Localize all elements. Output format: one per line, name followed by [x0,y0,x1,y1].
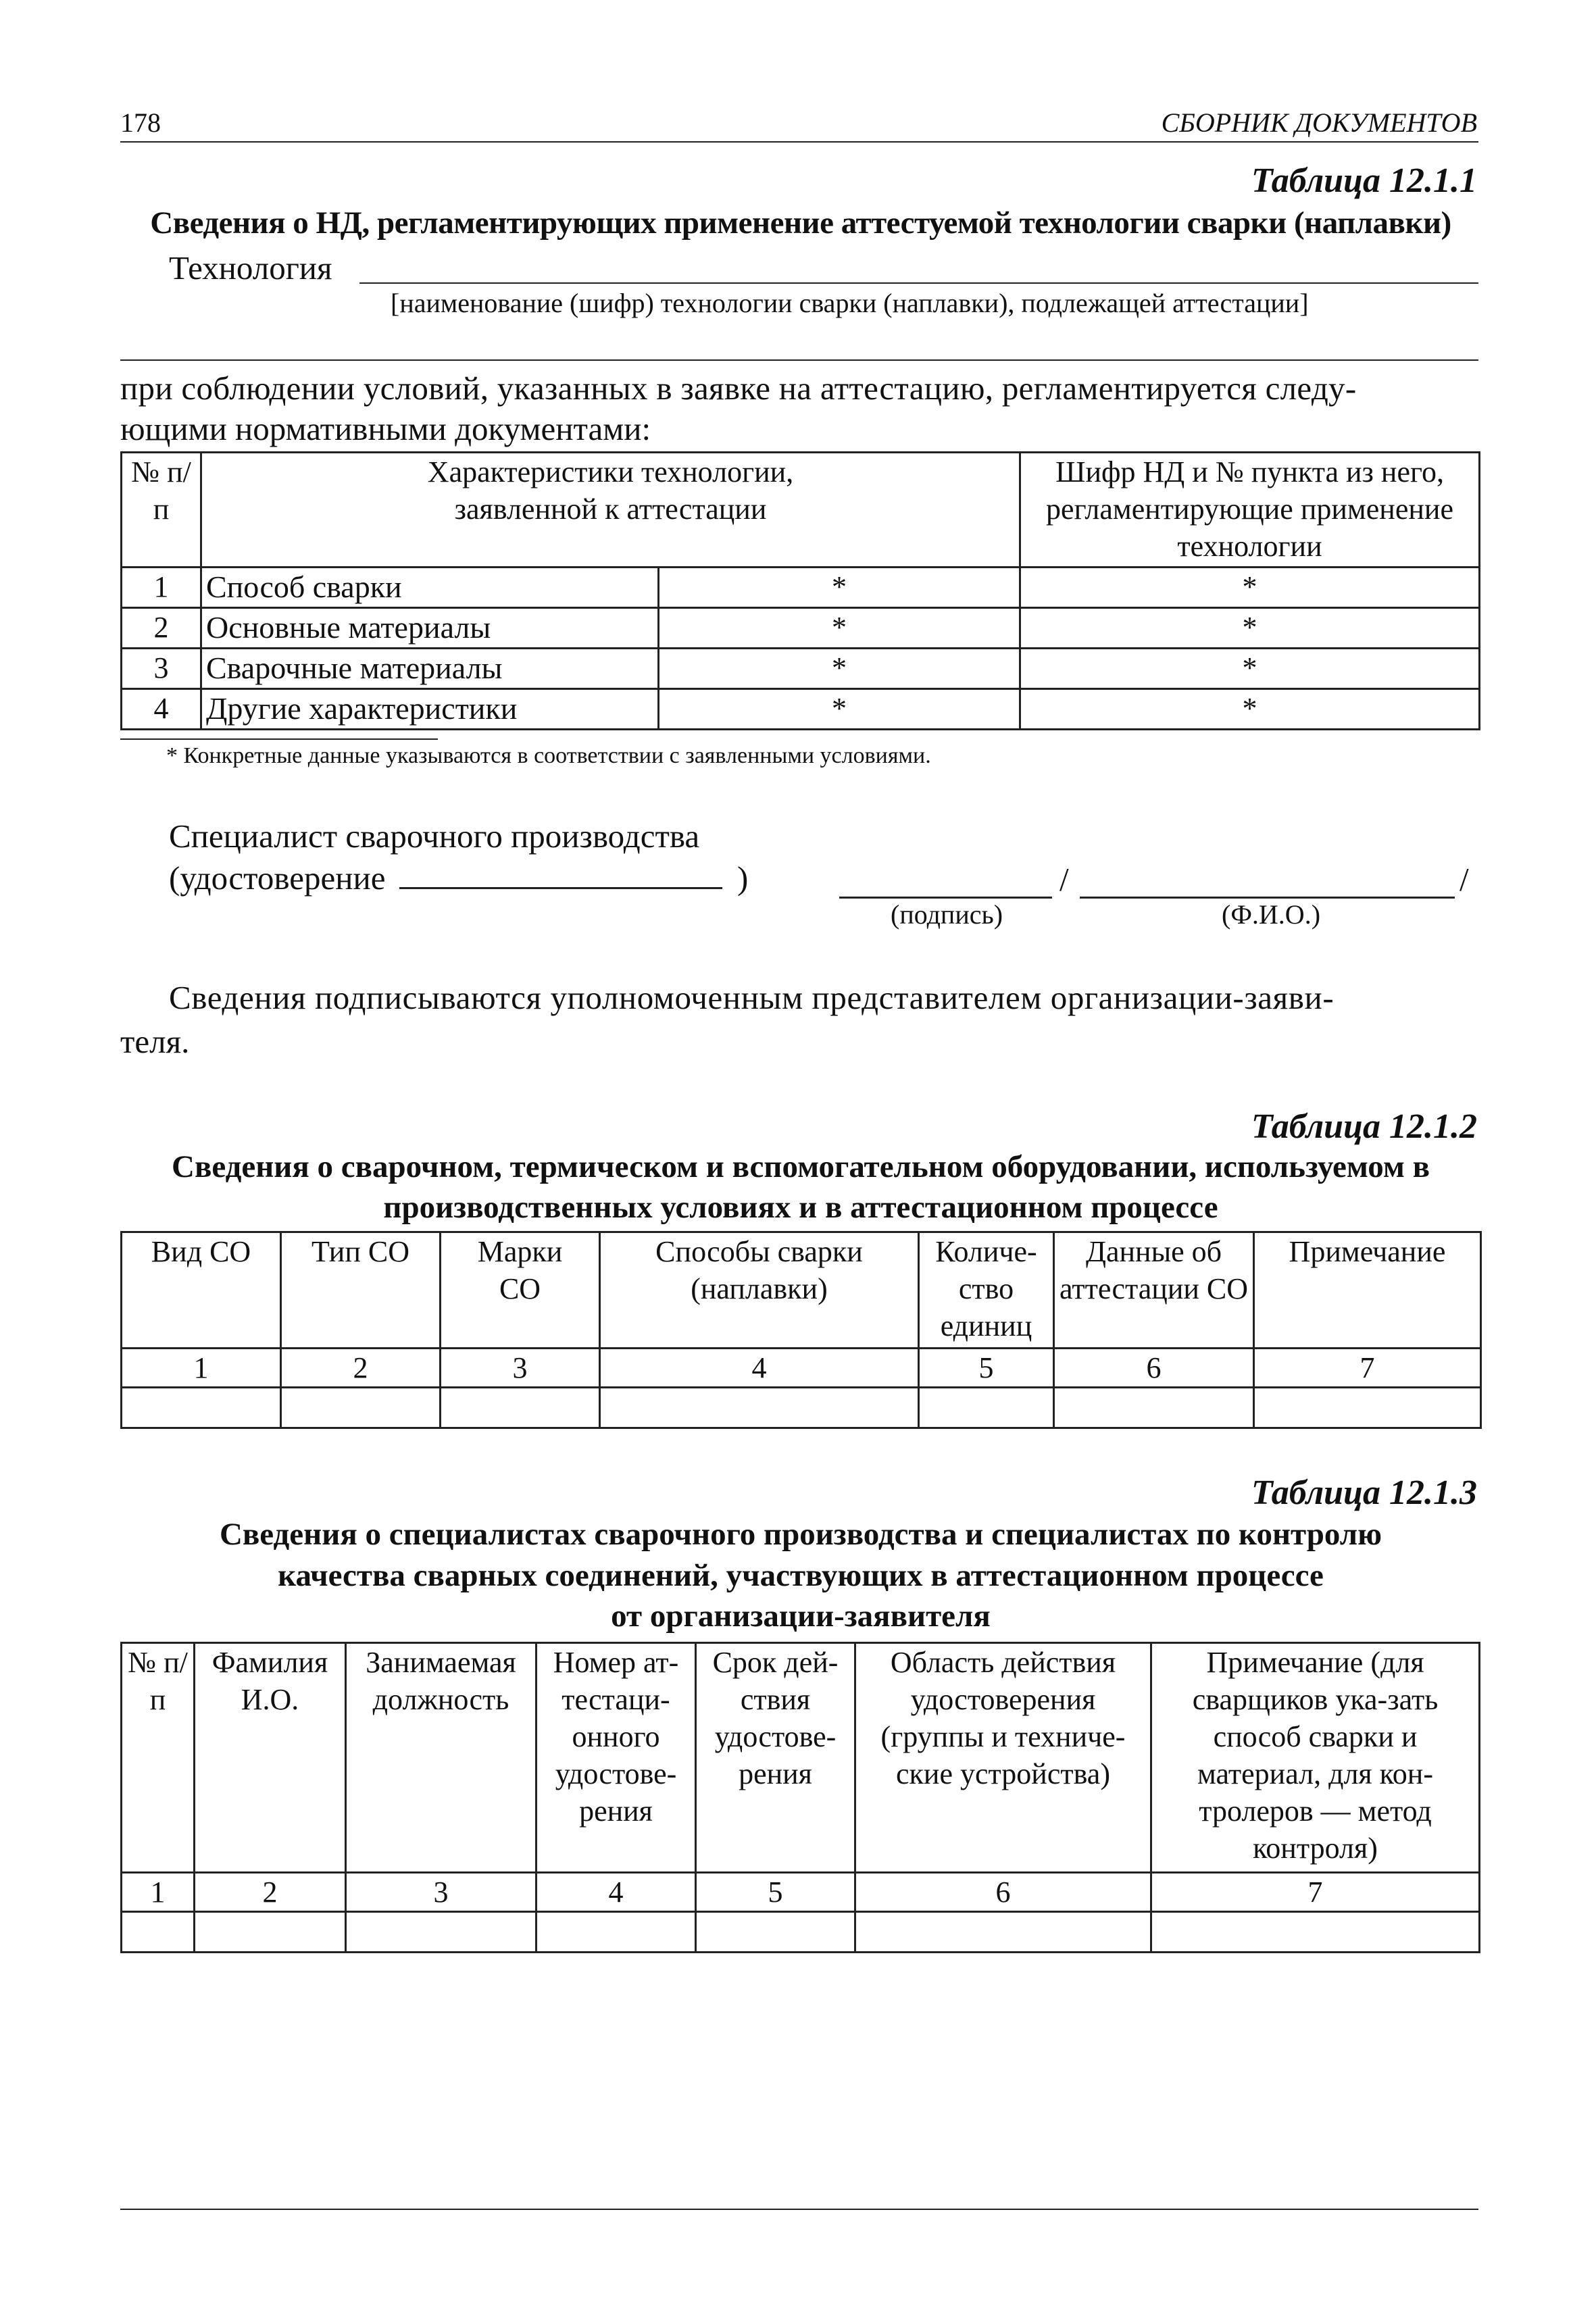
row-value: * [659,568,1020,608]
row-num: 1 [122,568,201,608]
specialists-table [120,1642,1480,1953]
row-name: Сварочные материалы [201,649,659,689]
column-number: 6 [855,1873,1151,1912]
certificate-line [169,857,748,899]
row-num: 2 [122,608,201,649]
table-title-1: Сведения о НД, регламентирующих применение аттестуемой технологии сварки (наплавки) [150,205,1451,241]
empty-cell [1054,1388,1254,1428]
column-number: 5 [919,1349,1054,1388]
row-nd: * [1020,568,1480,608]
empty-cell [195,1912,346,1953]
header-nd-code: Шифр НД и № пункта из него, регламентирующие применение технологии [1020,453,1480,568]
footer-rule [120,2209,1478,2210]
footnote-rule [120,738,438,740]
column-number: 5 [696,1873,855,1912]
header-equipment-kind: Вид СО [122,1232,281,1349]
empty-cell [122,1912,195,1953]
table-title-2-line-2: производственных условиях и в аттестационном процессе [383,1190,1218,1225]
header-attestation-data: Данные об аттестации СО [1054,1232,1254,1349]
header-position: Занимаемая должность [346,1643,537,1873]
header-rule [120,141,1478,143]
specialist-label: Специалист сварочного производства [169,818,700,855]
technology-line [359,282,1478,284]
column-number: 3 [441,1349,600,1388]
header-full-name: Фамилия И.О. [195,1643,346,1873]
header-num: № п/п [122,453,201,568]
row-num: 4 [122,689,201,730]
signing-note-line-2: теля. [120,1023,190,1060]
column-number: 7 [1151,1873,1480,1912]
technology-label: Технология [169,249,332,286]
table-title-3-line-2: качества сварных соединений, участвующих в аттестационном процессе [278,1558,1324,1593]
column-number: 1 [122,1349,281,1388]
empty-cell [537,1912,696,1953]
page-number: 178 [120,107,161,138]
empty-cell [122,1388,281,1428]
certificate-close: ) [737,859,749,897]
row-name: Способ сварки [201,568,659,608]
row-num: 3 [122,649,201,689]
column-number: 2 [281,1349,441,1388]
certificate-blank [399,887,722,889]
row-name: Основные материалы [201,608,659,649]
certificate-label: (удостоверение [169,859,386,897]
technology-hint: [наименование (шифр) технологии сварки (наплавки), подлежащей аттестации] [391,288,1309,318]
header-certificate-scope: Область действия удостоверения (группы и техниче-ские устройства) [855,1643,1151,1873]
empty-cell [855,1912,1151,1953]
row-name: Другие характеристики [201,689,659,730]
header-equipment-type: Тип СО [281,1232,441,1349]
empty-cell [1254,1388,1481,1428]
column-number: 4 [537,1873,696,1912]
equipment-table [120,1231,1482,1429]
signing-note-line-1: Сведения подписываются уполномоченным представителем организации-заяви- [169,979,1335,1016]
intro-text-line-1: при соблюдении условий, указанных в заявке на аттестацию, регламентируется следу- [120,370,1357,407]
intro-text-line-2: ющими нормативными документами: [120,410,651,447]
header-unit-count: Количе-ство единиц [919,1232,1054,1349]
empty-cell [919,1388,1054,1428]
table-title-3-line-1: Сведения о специалистах сварочного производства и специалистах по контролю [219,1517,1382,1552]
table-label-3: Таблица 12.1.3 [1251,1474,1477,1512]
column-number: 2 [195,1873,346,1912]
table-label-1: Таблица 12.1.1 [1251,161,1477,200]
header-equipment-brand: Марки СО [441,1232,600,1349]
empty-cell [346,1912,537,1953]
empty-cell [696,1912,855,1953]
empty-cell [281,1388,441,1428]
running-title: СБОРНИК ДОКУМЕНТОВ [1161,107,1477,138]
technology-line-2 [120,359,1478,361]
column-number: 7 [1254,1349,1481,1388]
header-certificate-number: Номер ат-тестаци-онного удостове-рения [537,1643,696,1873]
column-number: 6 [1054,1349,1254,1388]
row-value: * [659,649,1020,689]
nd-table [120,451,1480,730]
column-number: 3 [346,1873,537,1912]
signature-slash: / [1059,861,1069,898]
empty-cell [441,1388,600,1428]
row-nd: * [1020,689,1480,730]
header-welding-methods: Способы сварки (наплавки) [600,1232,919,1349]
header-validity: Срок дей-ствия удостове-рения [696,1643,855,1873]
header-num: № п/п [122,1643,195,1873]
fio-slash: / [1460,861,1469,898]
column-number: 4 [600,1349,919,1388]
row-value: * [659,608,1020,649]
table-label-2: Таблица 12.1.2 [1251,1107,1477,1146]
signature-hint: (подпись) [891,899,1003,930]
row-nd: * [1020,649,1480,689]
header-note: Примечание [1254,1232,1481,1349]
header-note: Примечание (для сварщиков ука-зать способ сварки и материал, для кон-тролеров — метод контроля) [1151,1643,1480,1873]
table-title-2-line-1: Сведения о сварочном, термическом и вспомогательном оборудовании, используемом в [172,1149,1430,1184]
footnote: * Конкретные данные указываются в соответствии с заявленными условиями. [166,743,931,768]
header-characteristics: Характеристики технологии, заявленной к аттестации [201,453,1020,568]
row-value: * [659,689,1020,730]
column-number: 1 [122,1873,195,1912]
table-title-3-line-3: от организации-заявителя [611,1599,991,1634]
empty-cell [600,1388,919,1428]
row-nd: * [1020,608,1480,649]
fio-hint: (Ф.И.О.) [1222,899,1321,930]
empty-cell [1151,1912,1480,1953]
